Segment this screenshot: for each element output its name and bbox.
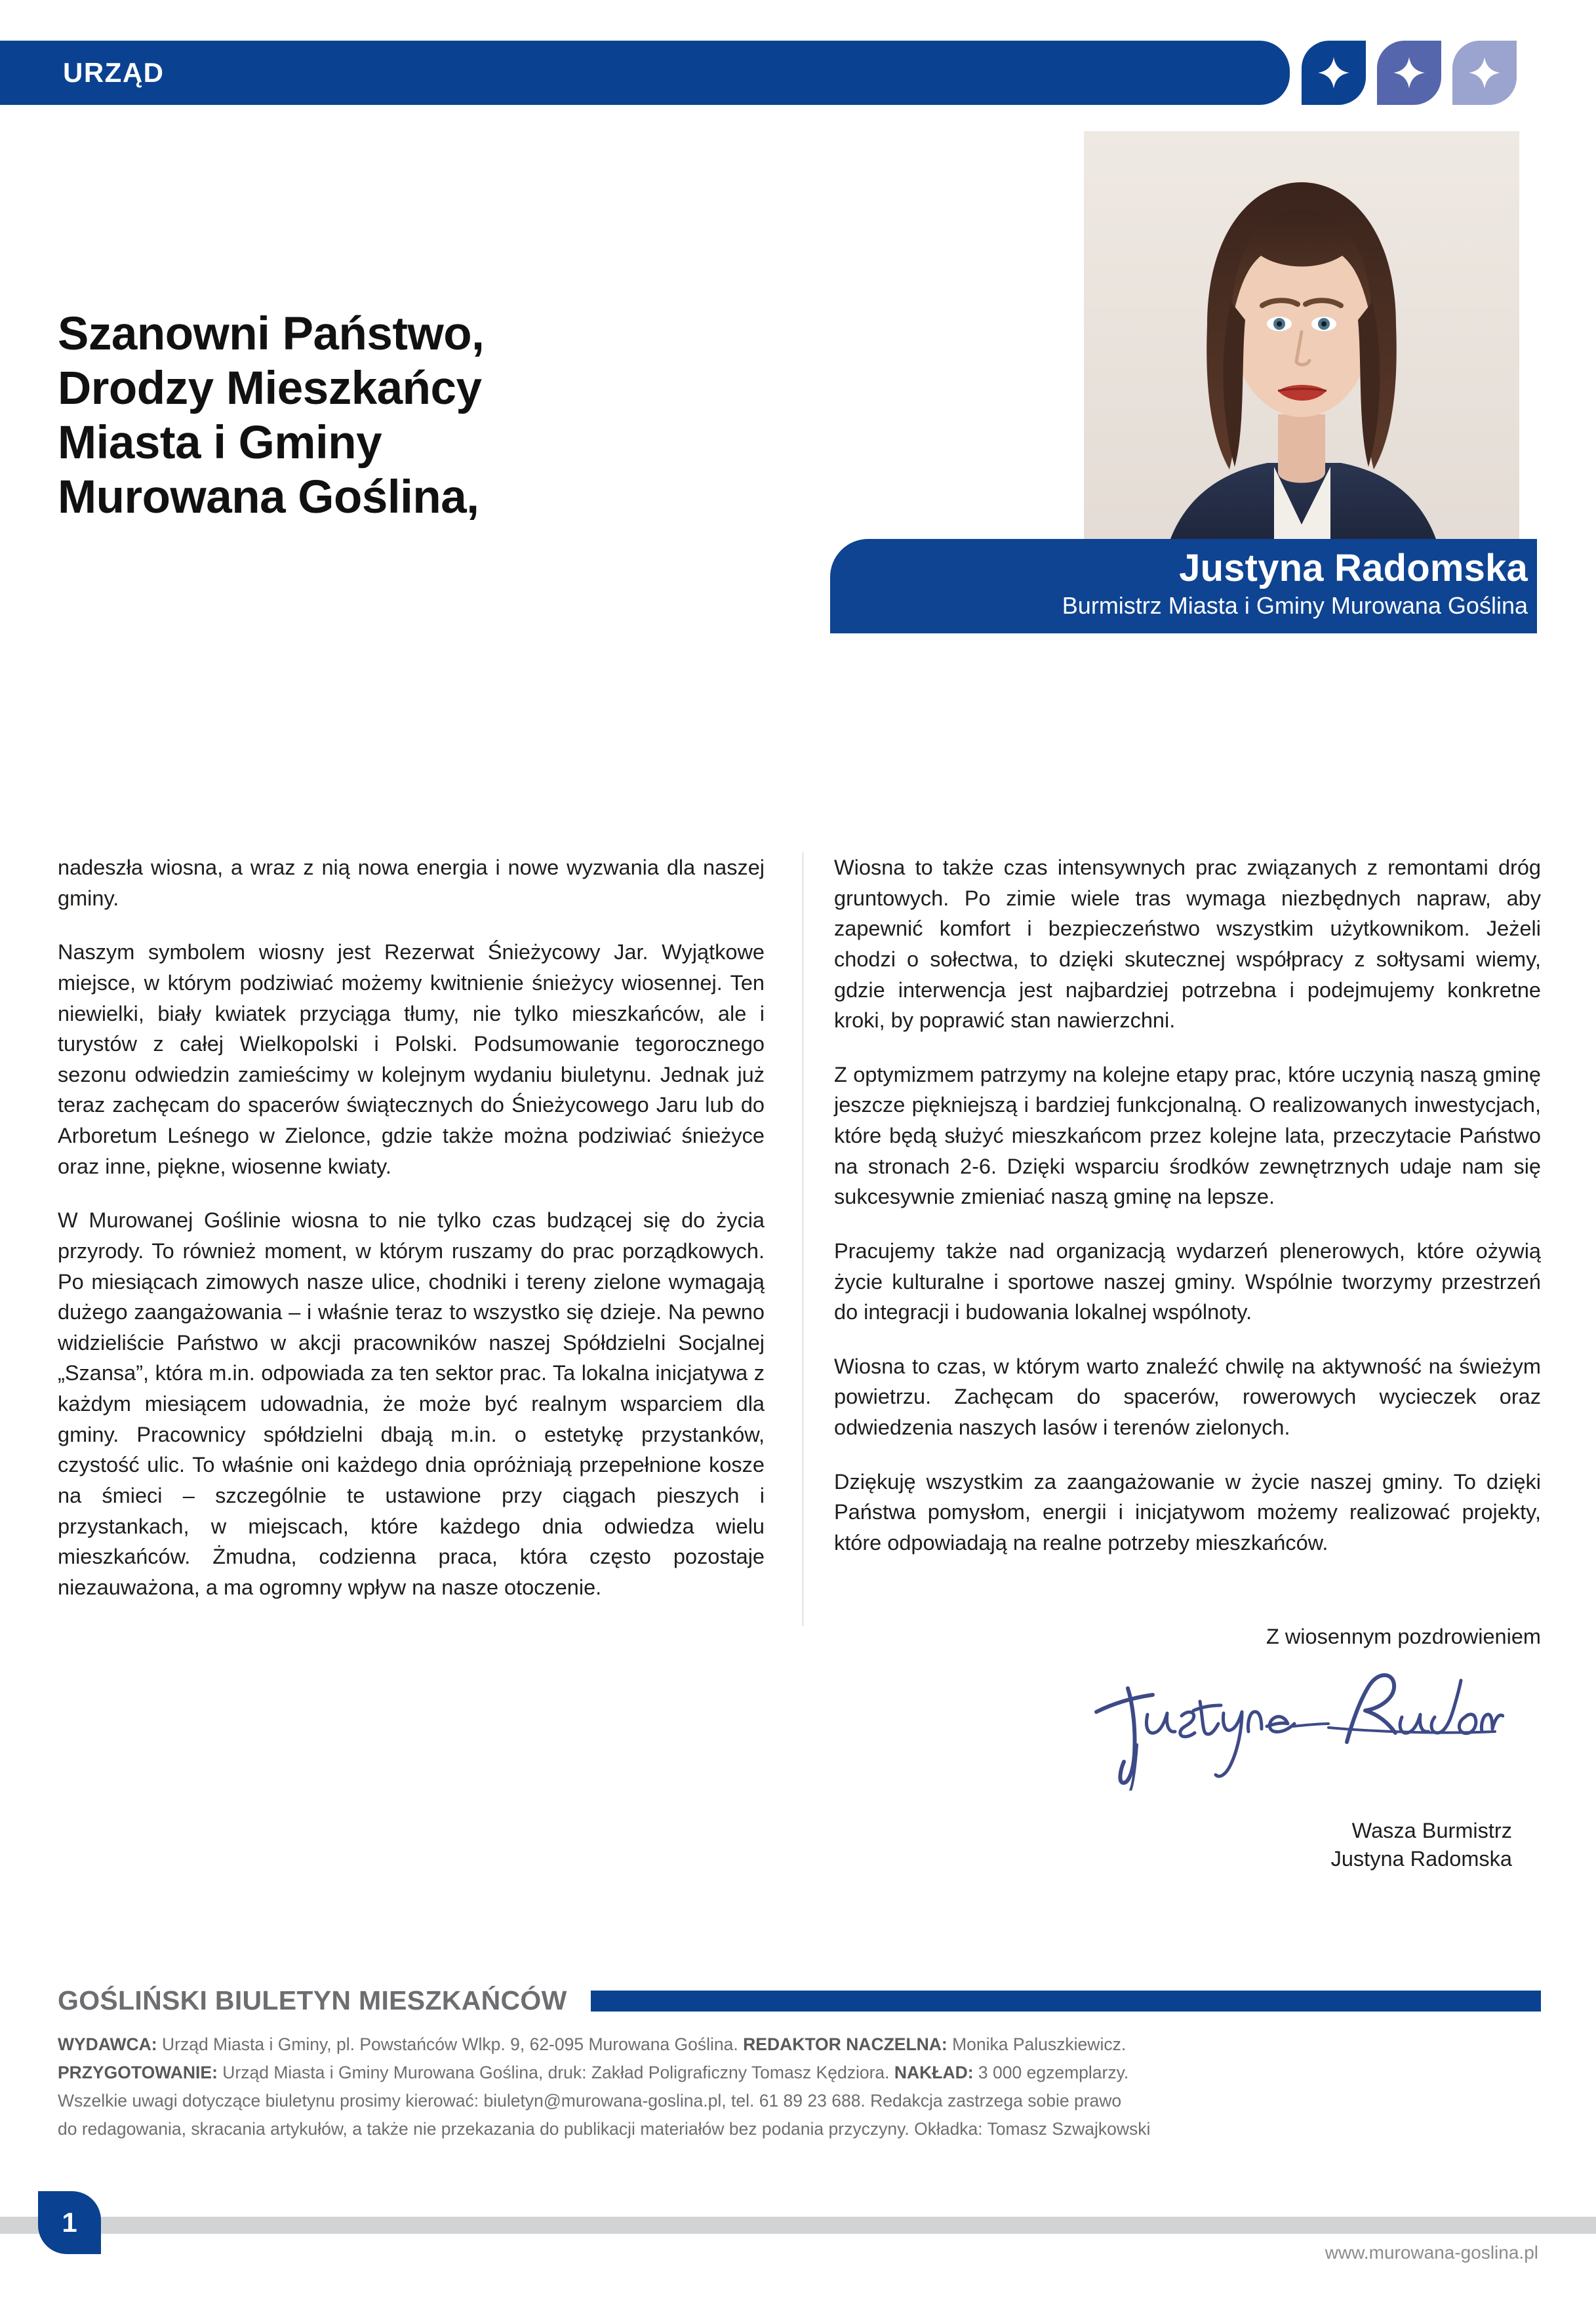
handwritten-signature-icon [1085,1666,1504,1791]
signature-role: Wasza Burmistrz [1351,1819,1512,1842]
signature-block [776,1666,1541,1817]
imprint-text-editor: Monika Paluszkiewicz. [947,2034,1127,2054]
left-column [58,852,765,1602]
page-title [58,307,753,525]
headline-line-2: Drodzy Mieszkańcy [58,363,482,415]
imprint-line-preparation [58,2059,1541,2087]
imprint-line-contact: Wszelkie uwagi dotyczące biuletynu prosimy kierować: biuletyn@murowana-goslina.pl, tel. 61 89 23 688. Redakcja zastrzega sobie prawo [58,2090,1122,2111]
mayor-name: Justyna Radomska [1179,547,1528,589]
imprint-label-przygotowanie: PRZYGOTOWANIE: [58,2062,218,2082]
paragraph: Wiosna to czas, w którym warto znaleźć chwilę na aktywność na świeżym powietrzu. Zachęcam do spacerów, rowerowych wycieczek oraz odwiedzenia naszych lasów i terenów zielonych. [834,1354,1541,1439]
paragraph: W Murowanej Goślinie wiosna to nie tylko czas budzącej się do życia przyrody. To również moment, w którym ruszamy do prac porządkowych. Po miesiącach zimowych nasze ulice, chodniki i tereny zielone wymagają dużego zaangażowania – i właśnie teraz to wszystko się dzieje. Na pewno widzieliście Państwo w akcji pracowników naszej Spółdzielni Socjalnej „Szansa”, która m.in. odpowiada za ten sektor prac. Ta lokalna inicjatywa z każdym miesiącem udowadnia, że może być realnym wsparciem dla gminy. Pracownicy spółdzielni dbają m.in. o estetykę przystanków, czystość ulic. To właśnie oni każdego dnia opróżniają przepełnione kosze na śmieci – szczególnie te ustawione przy ciągach pieszych i przystankach, w miejscach, które każdego dnia odwiedza wielu mieszkańców. Żmudna, codzienna praca, która często pozostaje niezauważona, a ma ogromny wpływ na nasze otoczenie. [58,1208,765,1599]
paragraph: Dziękuję wszystkim za zaangażowanie w życie naszej gminy. To dzięki Państwa pomysłom, energii i inicjatywom możemy realizować projekty, które odpowiadają na realne potrzeby mieszkańców. [834,1469,1541,1555]
imprint-line-rights: do redagowania, skracania artykułów, a także nie przekazania do publikacji materiałów bez podania przyczyny. Okładka: Tomasz Szwajkowski [58,2118,1151,2139]
headline-line-3: Miasta i Gminy [58,417,382,469]
bulletin-title: GOŚLIŃSKI BIULETYN MIESZKAŃCÓW [58,1985,567,2015]
imprint-text-publisher: Urząd Miasta i Gminy, pl. Powstańców Wlkp. 9, 62-095 Murowana Goślina. [157,2034,744,2054]
imprint-label-naklad: NAKŁAD: [894,2062,974,2082]
mayor-role: Burmistrz Miasta i Gminy Murowana Goślina [1062,592,1528,620]
website-url[interactable]: www.murowana-goslina.pl [1325,2242,1538,2263]
imprint-rule [591,1991,1541,2012]
imprint-block [58,1985,1541,2143]
imprint-label-redaktor: REDAKTOR NACZELNA: [743,2034,948,2054]
imprint-line-publisher [58,2031,1541,2059]
signature-name: Justyna Radomska [1330,1847,1512,1871]
sparkle-icon-medium [1377,41,1441,105]
page-number-badge: 1 [38,2191,101,2254]
imprint-text-preparation: Urząd Miasta i Gminy Murowana Goślina, druk: Zakład Poligraficzny Tomasz Kędziora. [217,2062,894,2082]
sparkle-icon-light [1452,41,1517,105]
paragraph: nadeszła wiosna, a wraz z nią nowa energia i nowe wyzwania dla naszej gminy. [58,856,765,910]
paragraph: Naszym symbolem wiosny jest Rezerwat Śnieżycowy Jar. Wyjątkowe miejsce, w którym podziwiać możemy kwitnienie śnieżycy wiosennej. Ten niewielki, biały kwiatek przyciąga tłumy, nie tylko mieszkańców, ale i turystów z całej Wielkopolski i Polski. Podsumowanie tegorocznego sezonu odwiedzin zamieścimy w kolejnym wydaniu biuletynu. Jednak już teraz zachęcam do spacerów świątecznych do Śnieżycowego Jaru lub do Arboretum Leśnego w Zielonce, gdzie także można podziwiać śnieżyce oraz inne, piękne, wiosenne kwiaty. [58,940,765,1178]
letter-closing [776,1625,1541,1873]
section-label: URZĄD [63,57,165,88]
closing-regards: Z wiosennym pozdrowieniem [1266,1625,1541,1648]
paragraph: Z optymizmem patrzymy na kolejne etapy prac, które uczynią naszą gminę jeszcze piękniejszą i bardziej funkcjonalną. O realizowanych inwestycjach, które będą służyć mieszkańcom przez kolejne lata, przeczytacie Państwo na stronach 2-6. Dzięki wsparciu środków zewnętrznych udaje nam się sukcesywnie zmieniać naszą gminę na lepsze. [834,1062,1541,1209]
sparkle-icon-dark [1302,41,1366,105]
mayor-portrait-photo [1084,131,1519,566]
section-header-bar [0,41,1290,105]
mayor-name-banner [830,539,1537,633]
imprint-text-circulation: 3 000 egzemplarzy. [973,2062,1129,2082]
imprint-header [58,1985,1541,2016]
bottom-rule [0,2217,1596,2234]
paragraph: Pracujemy także nad organizacją wydarzeń plenerowych, które ożywią życie kulturalne i sportowe naszej gminy. Wspólnie tworzymy przestrzeń do integracji i budowania lokalnej wspólnoty. [834,1239,1541,1324]
right-column [834,852,1541,1558]
paragraph: Wiosna to także czas intensywnych prac związanych z remontami dróg gruntowych. Po zimie wiele tras wymaga niezbędnych napraw, aby zapewnić komfort i bezpieczeństwo wszystkim użytkownikom. Jeżeli chodzi o sołectwa, to dzięki skutecznej współpracy z sołtysami wiemy, gdzie interwencja jest najbardziej potrzebna i podejmujemy konkretne kroki, by poprawić stan nawierzchni. [834,856,1541,1033]
headline-line-1: Szanowni Państwo, [58,308,485,360]
headline-line-4: Murowana Goślina, [58,471,479,524]
imprint-label-wydawca: WYDAWCA: [58,2034,157,2054]
